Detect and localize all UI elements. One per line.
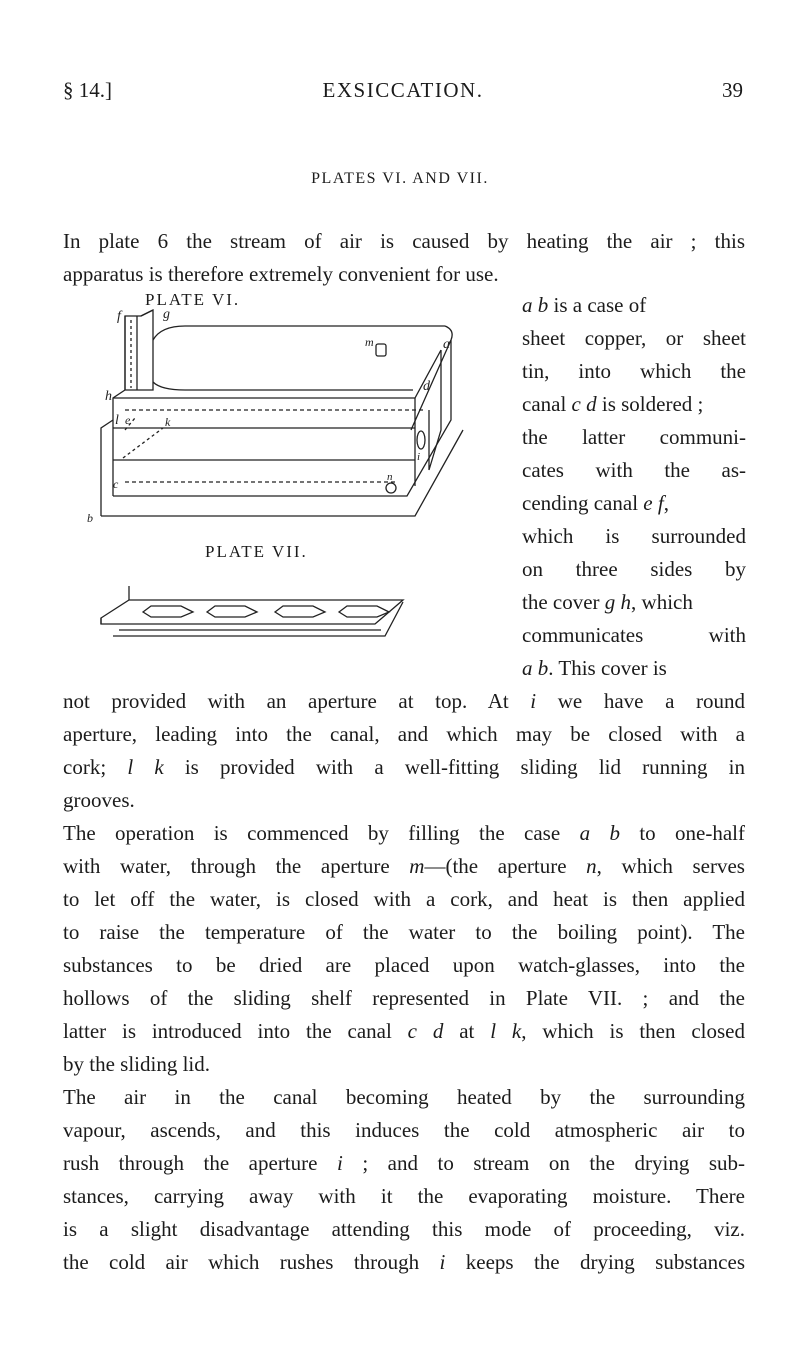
letter-l: l xyxy=(115,413,119,428)
letter-a: a xyxy=(443,337,450,352)
running-title: EXSICCATION. xyxy=(322,78,484,102)
text-line: latter is introduced into the canal c d at l k, which is then closed xyxy=(63,1019,745,1043)
letter-b: b xyxy=(87,511,93,525)
case-outline xyxy=(113,310,153,496)
aperture-i xyxy=(417,431,425,449)
case-left xyxy=(101,420,113,516)
apparatus-figure xyxy=(87,307,470,645)
letter-d: d xyxy=(423,379,430,394)
text-line: grooves. xyxy=(63,788,135,812)
text-line: the cold air which rushes through i keeps the drying substances xyxy=(63,1250,745,1274)
text-line: aperture, leading into the canal, and which may be closed with a xyxy=(63,722,745,746)
text-line: cates with the as- xyxy=(522,458,746,482)
text-line: is a slight disadvantage attending this mode of proceeding, viz. xyxy=(63,1217,745,1241)
tower-front xyxy=(125,310,153,390)
letter-n: n xyxy=(387,471,393,483)
text-line: apparatus is therefore extremely convenient for use. xyxy=(63,262,499,286)
text-line: communicates with xyxy=(522,623,746,647)
text-line: a b. This cover is xyxy=(522,656,667,680)
text-line: In plate 6 the stream of air is caused by heating the air ; this xyxy=(63,229,745,253)
aperture-n xyxy=(386,483,396,493)
text-line: The air in the canal becoming heated by the surrounding xyxy=(63,1085,745,1109)
section-number: § 14.] xyxy=(63,78,112,102)
case-bottom xyxy=(113,340,451,496)
page-number: 39 xyxy=(722,78,743,102)
text-line: with water, through the aperture m—(the aperture n, which serves xyxy=(63,854,745,878)
cover-top xyxy=(153,326,445,340)
plate-vi-label: PLATE VI. xyxy=(145,290,241,309)
watch-glass-hollow xyxy=(339,606,389,617)
plate-vii-label: PLATE VII. xyxy=(205,542,308,561)
aperture-m xyxy=(376,344,386,356)
section-heading: PLATES VI. AND VII. xyxy=(311,170,489,187)
case-base xyxy=(101,430,463,516)
text-line: sheet copper, or sheet xyxy=(522,326,746,350)
text-line: substances to be dried are placed upon watch-glasses, into the xyxy=(63,953,745,977)
letter-g: g xyxy=(163,307,170,322)
text-line: a b is a case of xyxy=(522,293,647,317)
watch-glass-hollow xyxy=(275,606,325,617)
text-line: stances, carrying away with it the evaporating moisture. There xyxy=(63,1184,745,1208)
text-line: hollows of the sliding shelf represented in Plate VII. ; and the xyxy=(63,986,745,1010)
shelf-edge xyxy=(101,586,403,636)
canal-top xyxy=(113,350,441,398)
cover-bottom xyxy=(153,382,413,390)
text-line: not provided with an aperture at top. At i we have a round xyxy=(63,689,745,713)
shelf-plate xyxy=(101,600,403,624)
text-line: tin, into which the xyxy=(522,359,746,383)
text-line: The operation is commenced by filling the case a b to one-half xyxy=(63,821,746,845)
text-line: by the sliding lid. xyxy=(63,1052,210,1076)
letter-e: e xyxy=(125,413,131,427)
text-line: to raise the temperature of the water to the boiling point). The xyxy=(63,920,745,944)
text-line: the cover g h, which xyxy=(522,590,693,614)
letter-f: f xyxy=(117,309,121,324)
running-header xyxy=(63,78,743,118)
text-line: canal c d is soldered ; xyxy=(522,392,704,416)
text-line: cending canal e f, xyxy=(522,491,669,515)
watch-glass-hollow xyxy=(207,606,257,617)
letter-i: i xyxy=(417,451,421,463)
text-line: to let off the water, is closed with a cork, and heat is then applied xyxy=(63,887,745,911)
text-line: rush through the aperture i ; and to stream on the drying sub- xyxy=(63,1151,745,1175)
text-line: cork; l k is provided with a well-fitting sliding lid running in xyxy=(63,755,745,779)
text-line: the latter communi- xyxy=(522,425,746,449)
letter-k: k xyxy=(165,415,171,429)
letter-h: h xyxy=(105,389,112,404)
text-line: vapour, ascends, and this induces the cold atmospheric air to xyxy=(63,1118,745,1142)
letter-m: m xyxy=(365,335,374,349)
text-line: on three sides by xyxy=(522,557,746,581)
text-line: which is surrounded xyxy=(522,524,746,548)
letter-c: c xyxy=(113,477,119,491)
watch-glass-hollow xyxy=(143,606,193,617)
